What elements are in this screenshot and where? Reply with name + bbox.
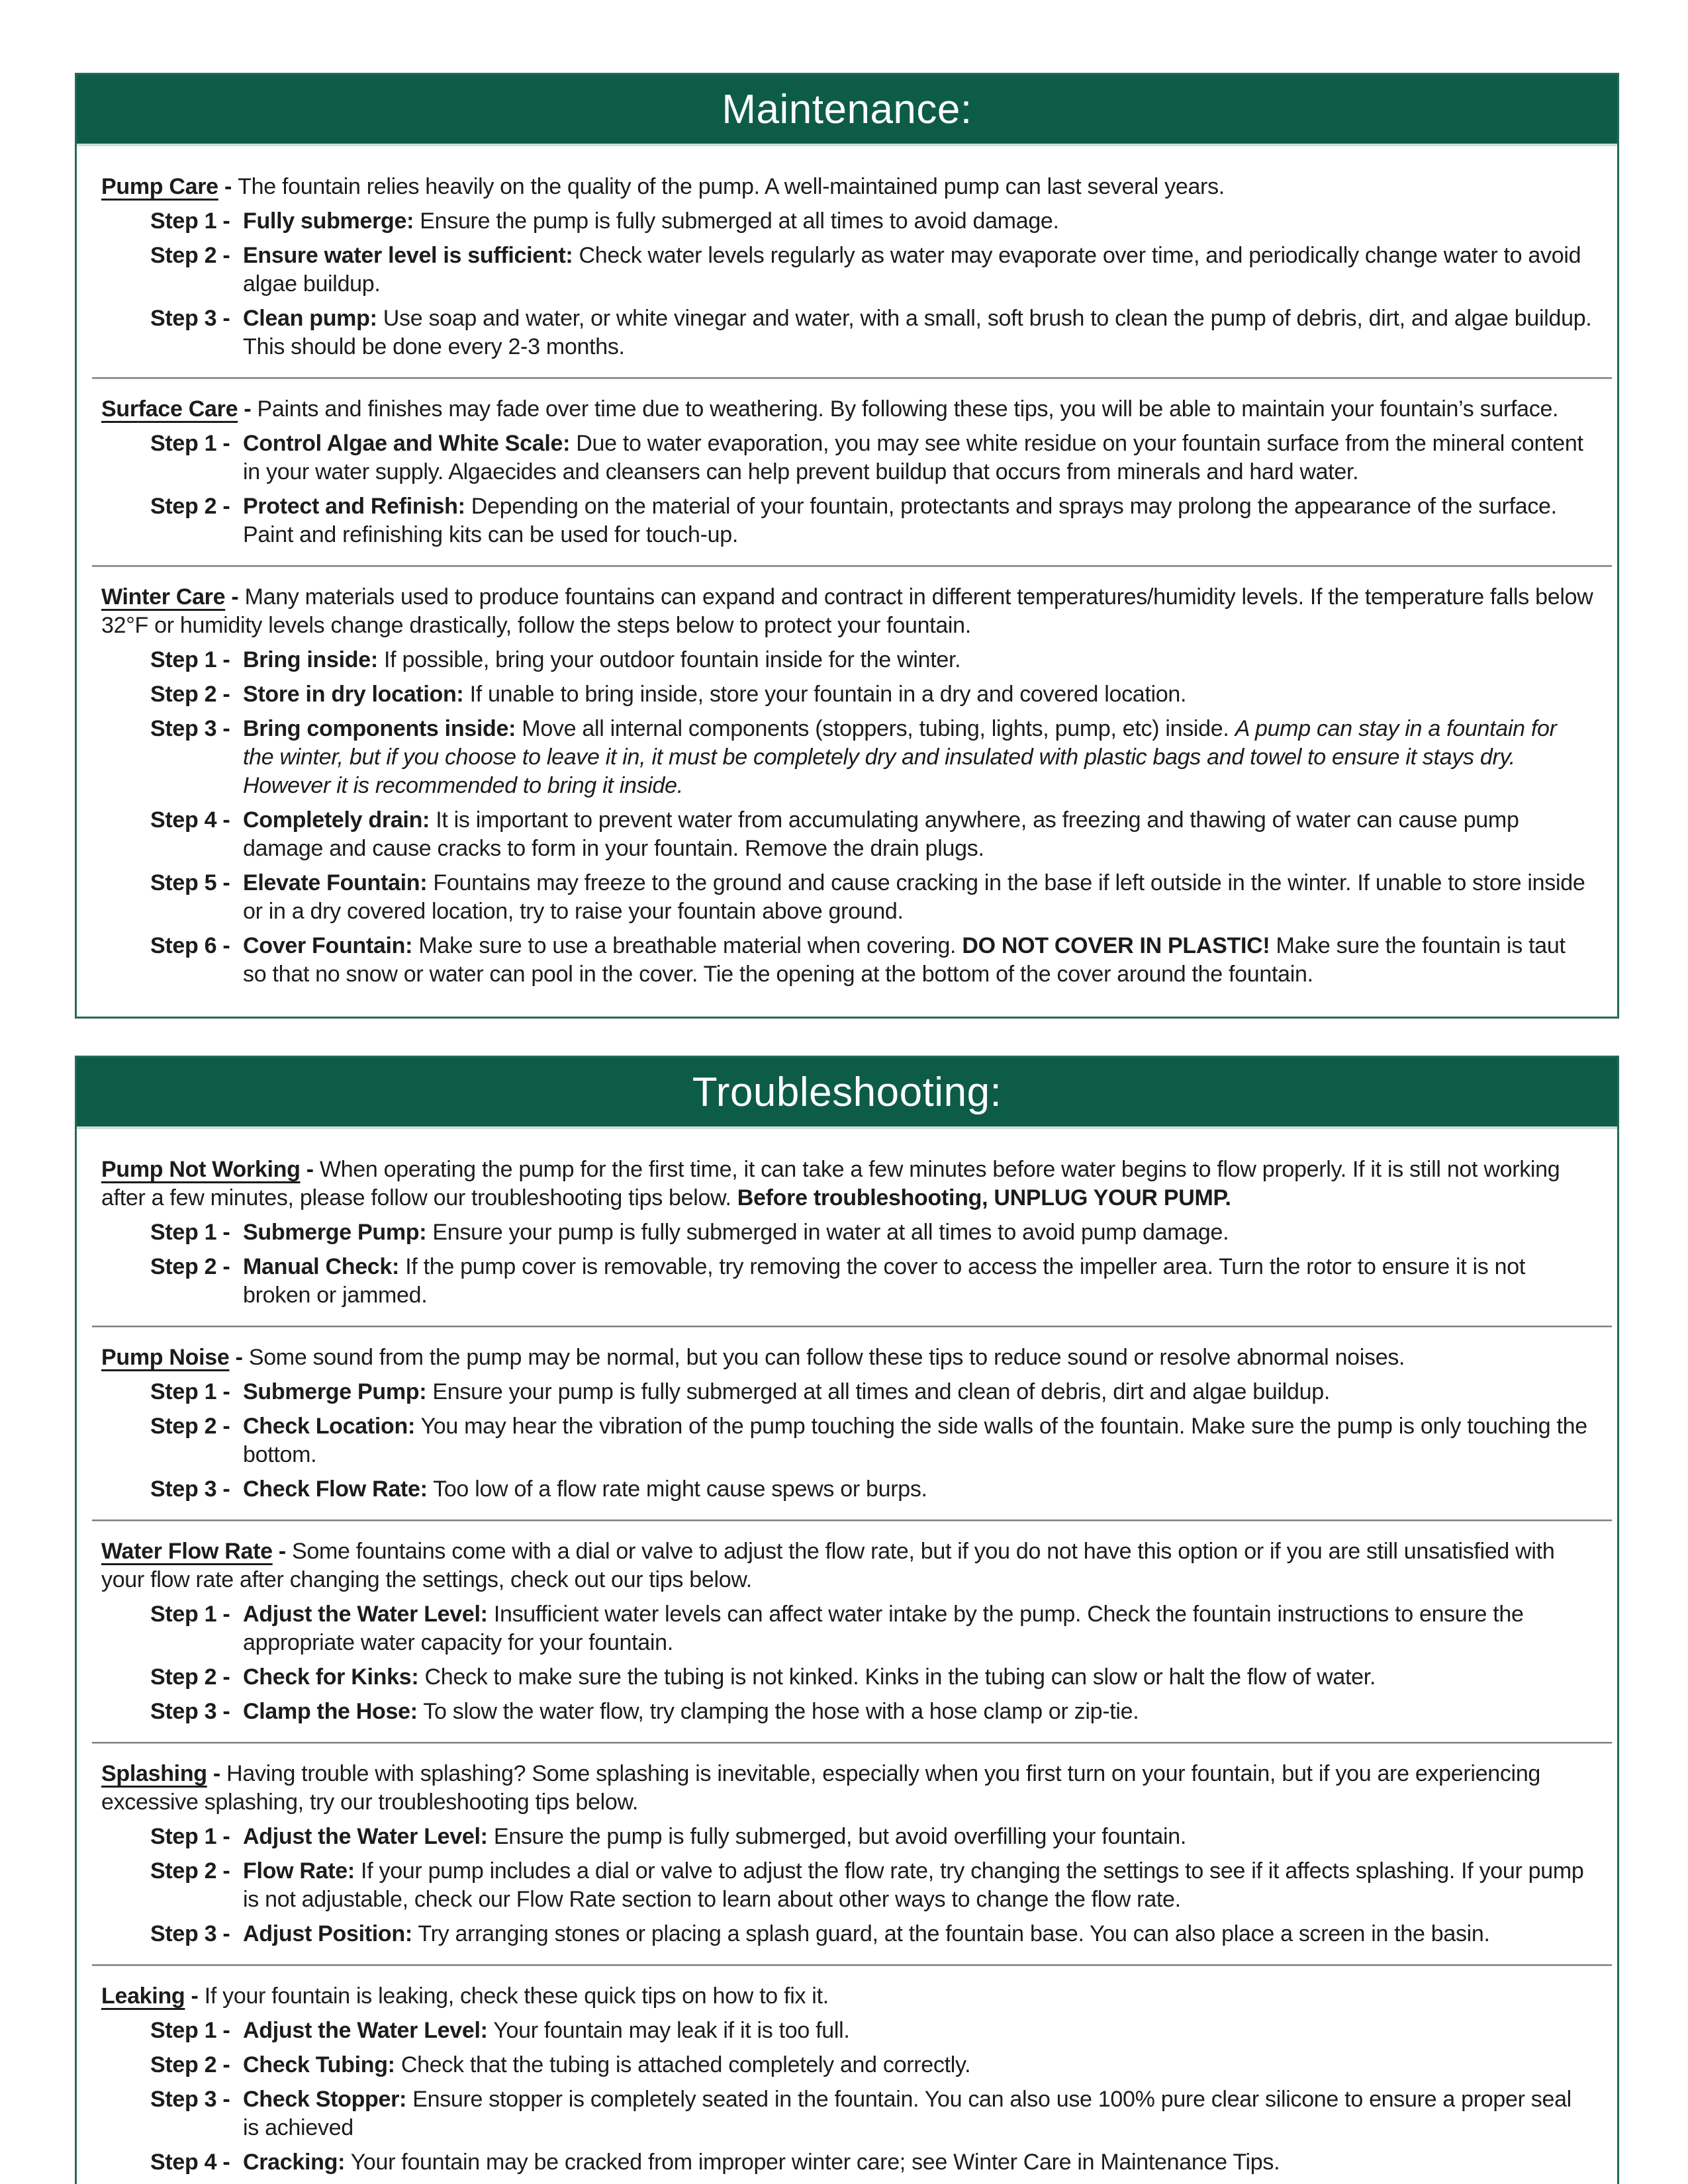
maintenance-content	[77, 146, 1617, 1017]
step-label: Step 4 -	[150, 807, 230, 833]
step-text	[243, 1412, 1593, 1469]
step-row	[150, 1823, 1593, 1851]
topic-pump-care	[101, 173, 1593, 361]
step-row	[150, 806, 1593, 863]
troubleshooting-content	[77, 1129, 1617, 2184]
bold-text-run: Protect and Refinish:	[243, 494, 465, 519]
step-text	[243, 2085, 1593, 2142]
section-title: Maintenance:	[722, 86, 972, 132]
topic-divider	[92, 1964, 1612, 1966]
topic-winter-care	[101, 583, 1593, 989]
bold-text-run: DO NOT COVER IN PLASTIC!	[962, 933, 1270, 958]
bold-text-run: Clean pump:	[243, 306, 377, 331]
step-text	[243, 1920, 1593, 1948]
bold-text-run: Adjust the Water Level:	[243, 1824, 488, 1849]
step-label: Step 1 -	[150, 1220, 230, 1245]
step-label: Step 3 -	[150, 1921, 230, 1946]
topic-heading: Winter Care	[101, 584, 226, 610]
step-label: Step 1 -	[150, 1379, 230, 1404]
topic-heading: Leaking	[101, 1983, 185, 2009]
topic-heading: Pump Not Working	[101, 1157, 301, 1182]
bold-text-run: Check Location:	[243, 1414, 415, 1439]
bold-text-run: Clamp the Hose:	[243, 1699, 418, 1724]
section-troubleshooting	[75, 1056, 1619, 2184]
step-label: Step 2 -	[150, 1414, 230, 1439]
text-run: You may hear the vibration of the pump touching the side walls of the fountain. Make sure the pump is only touching the bottom.	[243, 1414, 1587, 1467]
bold-text-run: Adjust the Water Level:	[243, 1602, 488, 1627]
step-row	[150, 1253, 1593, 1310]
text-run: Ensure stopper is completely seated in the fountain. You can also use 100% pure clear silicone to ensure a proper seal is achieved	[243, 2087, 1571, 2140]
step-label: Step 1 -	[150, 208, 230, 234]
step-text	[243, 869, 1593, 926]
step-row	[150, 1600, 1593, 1657]
text-run: If possible, bring your outdoor fountain inside for the winter.	[377, 647, 961, 672]
step-label: Step 2 -	[150, 2052, 230, 2077]
step-text	[243, 680, 1593, 709]
step-text	[243, 1698, 1593, 1726]
step-text	[243, 1823, 1593, 1851]
step-row	[150, 1218, 1593, 1247]
step-row	[150, 715, 1593, 800]
step-label: Step 2 -	[150, 494, 230, 519]
text-run: Use soap and water, or white vinegar and water, with a small, soft brush to clean the pump of debris, dirt, and algae buildup. This should be done every 2-3 months.	[243, 306, 1592, 359]
bold-text-run: Before troubleshooting, UNPLUG YOUR PUMP.	[737, 1185, 1231, 1210]
step-text	[243, 932, 1593, 989]
step-row	[150, 2017, 1593, 2045]
bold-text-run: Submerge Pump:	[243, 1379, 427, 1404]
step-text	[243, 1475, 1593, 1504]
step-row	[150, 932, 1593, 989]
section-maintenance	[75, 73, 1619, 1019]
bold-text-run: Check Stopper:	[243, 2087, 407, 2112]
topic-heading-dash: -	[272, 1539, 293, 1564]
step-text	[243, 806, 1593, 863]
text-run: Check that the tubing is attached completely and correctly.	[395, 2052, 971, 2077]
bold-text-run: Bring components inside:	[243, 716, 516, 741]
topic-heading-dash: -	[300, 1157, 320, 1182]
topic-heading-dash: -	[238, 396, 258, 422]
text-run: Some sound from the pump may be normal, but you can follow these tips to reduce sound or resolve abnormal noises.	[248, 1345, 1405, 1370]
text-run: Insufficient water levels can affect water intake by the pump. Check the fountain instructions to ensure the appropriate water capacity for your fountain.	[243, 1602, 1524, 1655]
step-label: Step 2 -	[150, 682, 230, 707]
bold-text-run: Check Tubing:	[243, 2052, 395, 2077]
step-row	[150, 492, 1593, 549]
bold-text-run: Ensure water level is sufficient:	[243, 243, 573, 268]
topic-heading-dash: -	[218, 174, 238, 199]
step-row	[150, 1475, 1593, 1504]
step-text	[243, 1857, 1593, 1914]
text-run: Your fountain may be cracked from improper winter care; see Winter Care in Maintenance Tips.	[345, 2150, 1280, 2175]
step-text	[243, 1600, 1593, 1657]
step-label: Step 1 -	[150, 1602, 230, 1627]
section-title: Troubleshooting:	[692, 1069, 1002, 1115]
topic-leaking	[101, 1982, 1593, 2177]
text-run: Try arranging stones or placing a splash guard, at the fountain base. You can also place a screen in the basin.	[412, 1921, 1490, 1946]
bold-text-run: Manual Check:	[243, 1254, 400, 1279]
topic-intro	[101, 583, 1593, 640]
text-run: If your fountain is leaking, check these quick tips on how to fix it.	[204, 1983, 829, 2009]
step-text	[243, 1218, 1593, 1247]
topic-intro	[101, 1982, 1593, 2011]
step-text	[243, 492, 1593, 549]
bold-text-run: Submerge Pump:	[243, 1220, 427, 1245]
step-row	[150, 1920, 1593, 1948]
step-label: Step 1 -	[150, 647, 230, 672]
step-text	[243, 304, 1593, 361]
step-text	[243, 1253, 1593, 1310]
step-text	[243, 1663, 1593, 1692]
text-run: Some fountains come with a dial or valve to adjust the flow rate, but if you do not have this option or if you are still unsatisfied with your flow rate after changing the settings, check out our tips below.	[101, 1539, 1555, 1592]
bold-text-run: Store in dry location:	[243, 682, 464, 707]
topic-pump-noise	[101, 1343, 1593, 1504]
topic-divider	[92, 565, 1612, 567]
step-label: Step 1 -	[150, 1824, 230, 1849]
troubleshooting-header-bar	[77, 1058, 1617, 1129]
step-text	[243, 2017, 1593, 2045]
bold-text-run: Completely drain:	[243, 807, 430, 833]
step-row	[150, 242, 1593, 298]
bold-text-run: Adjust Position:	[243, 1921, 412, 1946]
step-row	[150, 2148, 1593, 2177]
step-label: Step 3 -	[150, 1477, 230, 1502]
text-run: Too low of a flow rate might cause spews or burps.	[427, 1477, 927, 1502]
text-run: Move all internal components (stoppers, tubing, lights, pump, etc) inside.	[516, 716, 1235, 741]
bold-text-run: Cracking:	[243, 2150, 346, 2175]
step-row	[150, 1378, 1593, 1406]
text-run: Ensure the pump is fully submerged, but avoid overfilling your fountain.	[487, 1824, 1187, 1849]
step-label: Step 2 -	[150, 243, 230, 268]
text-run: Ensure your pump is fully submerged in water at all times to avoid pump damage.	[426, 1220, 1229, 1245]
step-row	[150, 207, 1593, 236]
topic-heading-dash: -	[225, 584, 245, 610]
step-text	[243, 2148, 1593, 2177]
topic-intro	[101, 1156, 1593, 1212]
topic-intro	[101, 395, 1593, 424]
topic-heading-dash: -	[185, 1983, 205, 2009]
bold-text-run: Check Flow Rate:	[243, 1477, 428, 1502]
topic-heading-dash: -	[207, 1761, 227, 1786]
topic-heading-dash: -	[229, 1345, 249, 1370]
text-run: Make sure to use a breathable material when covering.	[412, 933, 962, 958]
topic-divider	[92, 1326, 1612, 1328]
text-run: Make sure the fountain is taut so that no snow or water can pool in the cover. Tie the opening at the bottom of the cover around the fountain.	[243, 933, 1566, 987]
text-run: Due to water evaporation, you may see white residue on your fountain surface from the mineral content in your water supply. Algaecides and cleansers can help prevent buildup that occurs from minerals and hard water.	[243, 431, 1583, 484]
step-row	[150, 1412, 1593, 1469]
italic-text-run: A pump can stay in a fountain for the winter, but if you choose to leave it in, it must be completely dry and insulated with plastic bags and towel to ensure it stays dry. However it is recommended to bring it inside.	[243, 716, 1557, 798]
topic-intro	[101, 1537, 1593, 1594]
step-label: Step 4 -	[150, 2150, 230, 2175]
bold-text-run: Adjust the Water Level:	[243, 2018, 488, 2043]
step-row	[150, 1698, 1593, 1726]
step-label: Step 5 -	[150, 870, 230, 895]
step-row	[150, 430, 1593, 486]
topic-heading: Water Flow Rate	[101, 1539, 273, 1564]
topic-divider	[92, 377, 1612, 379]
bold-text-run: Elevate Fountain:	[243, 870, 428, 895]
step-text	[243, 207, 1593, 236]
step-label: Step 2 -	[150, 1664, 230, 1690]
step-label: Step 6 -	[150, 933, 230, 958]
bold-text-run: Fully submerge:	[243, 208, 414, 234]
bold-text-run: Check for Kinks:	[243, 1664, 419, 1690]
text-run: When operating the pump for the first time, it can take a few minutes before water begins to flow properly. If it is still not working after a few minutes, please follow our troubleshooting tips below.	[101, 1157, 1560, 1210]
step-row	[150, 680, 1593, 709]
text-run: Your fountain may leak if it is too full.	[487, 2018, 850, 2043]
step-label: Step 2 -	[150, 1858, 230, 1884]
text-run: Fountains may freeze to the ground and cause cracking in the base if left outside in the winter. If unable to store inside or in a dry covered location, try to raise your fountain above ground.	[243, 870, 1585, 924]
step-label: Step 3 -	[150, 306, 230, 331]
step-text	[243, 2051, 1593, 2079]
text-run: Ensure your pump is fully submerged at all times and clean of debris, dirt and algae buildup.	[426, 1379, 1330, 1404]
text-run: It is important to prevent water from accumulating anywhere, as freezing and thawing of water can cause pump damage and cause cracks to form in your fountain. Remove the drain plugs.	[243, 807, 1519, 861]
topic-divider	[92, 1742, 1612, 1744]
step-text	[243, 1378, 1593, 1406]
step-label: Step 1 -	[150, 2018, 230, 2043]
topic-heading: Pump Noise	[101, 1345, 230, 1370]
step-row	[150, 2085, 1593, 2142]
maintenance-header-bar	[77, 75, 1617, 146]
text-run: Depending on the material of your fountain, protectants and sprays may prolong the appearance of the surface. Paint and refinishing kits can be used for touch-up.	[243, 494, 1557, 547]
bold-text-run: Control Algae and White Scale:	[243, 431, 571, 456]
step-label: Step 3 -	[150, 1699, 230, 1724]
step-text	[243, 430, 1593, 486]
bold-text-run: Bring inside:	[243, 647, 378, 672]
bold-text-run: Cover Fountain:	[243, 933, 413, 958]
text-run: Ensure the pump is fully submerged at all times to avoid damage.	[414, 208, 1059, 234]
step-row	[150, 869, 1593, 926]
step-text	[243, 715, 1593, 800]
step-row	[150, 304, 1593, 361]
step-label: Step 3 -	[150, 716, 230, 741]
step-row	[150, 1663, 1593, 1692]
step-row	[150, 646, 1593, 674]
topic-heading: Splashing	[101, 1761, 207, 1786]
topic-intro	[101, 1343, 1593, 1372]
step-text	[243, 646, 1593, 674]
topic-heading: Pump Care	[101, 174, 218, 199]
topic-divider	[92, 1520, 1612, 1522]
step-label: Step 3 -	[150, 2087, 230, 2112]
text-run: Having trouble with splashing? Some splashing is inevitable, especially when you first turn on your fountain, but if you are experiencing excessive splashing, try our troubleshooting tips below.	[101, 1761, 1541, 1815]
step-text	[243, 242, 1593, 298]
topic-surface-care	[101, 395, 1593, 549]
topic-splashing	[101, 1760, 1593, 1948]
text-run: The fountain relies heavily on the quality of the pump. A well-maintained pump can last several years.	[238, 174, 1225, 199]
topic-water-flow-rate	[101, 1537, 1593, 1726]
step-row	[150, 2051, 1593, 2079]
text-run: To slow the water flow, try clamping the hose with a hose clamp or zip-tie.	[417, 1699, 1139, 1724]
step-row	[150, 1857, 1593, 1914]
text-run: Paints and finishes may fade over time due to weathering. By following these tips, you will be able to maintain your fountain’s surface.	[257, 396, 1559, 422]
step-label: Step 2 -	[150, 1254, 230, 1279]
bold-text-run: Flow Rate:	[243, 1858, 355, 1884]
topic-intro	[101, 173, 1593, 201]
text-run: If the pump cover is removable, try removing the cover to access the impeller area. Turn the rotor to ensure it is not broken or jammed.	[243, 1254, 1526, 1308]
text-run: If your pump includes a dial or valve to adjust the flow rate, try changing the settings to see if it affects splashing. If your pump is not adjustable, check our Flow Rate section to learn about other ways to change the flow rate.	[243, 1858, 1584, 1912]
text-run: Check to make sure the tubing is not kinked. Kinks in the tubing can slow or halt the flow of water.	[418, 1664, 1376, 1690]
topic-heading: Surface Care	[101, 396, 238, 422]
text-run: Check water levels regularly as water may evaporate over time, and periodically change water to avoid algae buildup.	[243, 243, 1581, 296]
topic-pump-not-working	[101, 1156, 1593, 1310]
topic-intro	[101, 1760, 1593, 1817]
text-run: Many materials used to produce fountains can expand and contract in different temperatures/humidity levels. If the temperature falls below 32°F or humidity levels change drastically, follow the steps below to protect your fountain.	[101, 584, 1593, 638]
step-label: Step 1 -	[150, 431, 230, 456]
text-run: If unable to bring inside, store your fountain in a dry and covered location.	[463, 682, 1187, 707]
